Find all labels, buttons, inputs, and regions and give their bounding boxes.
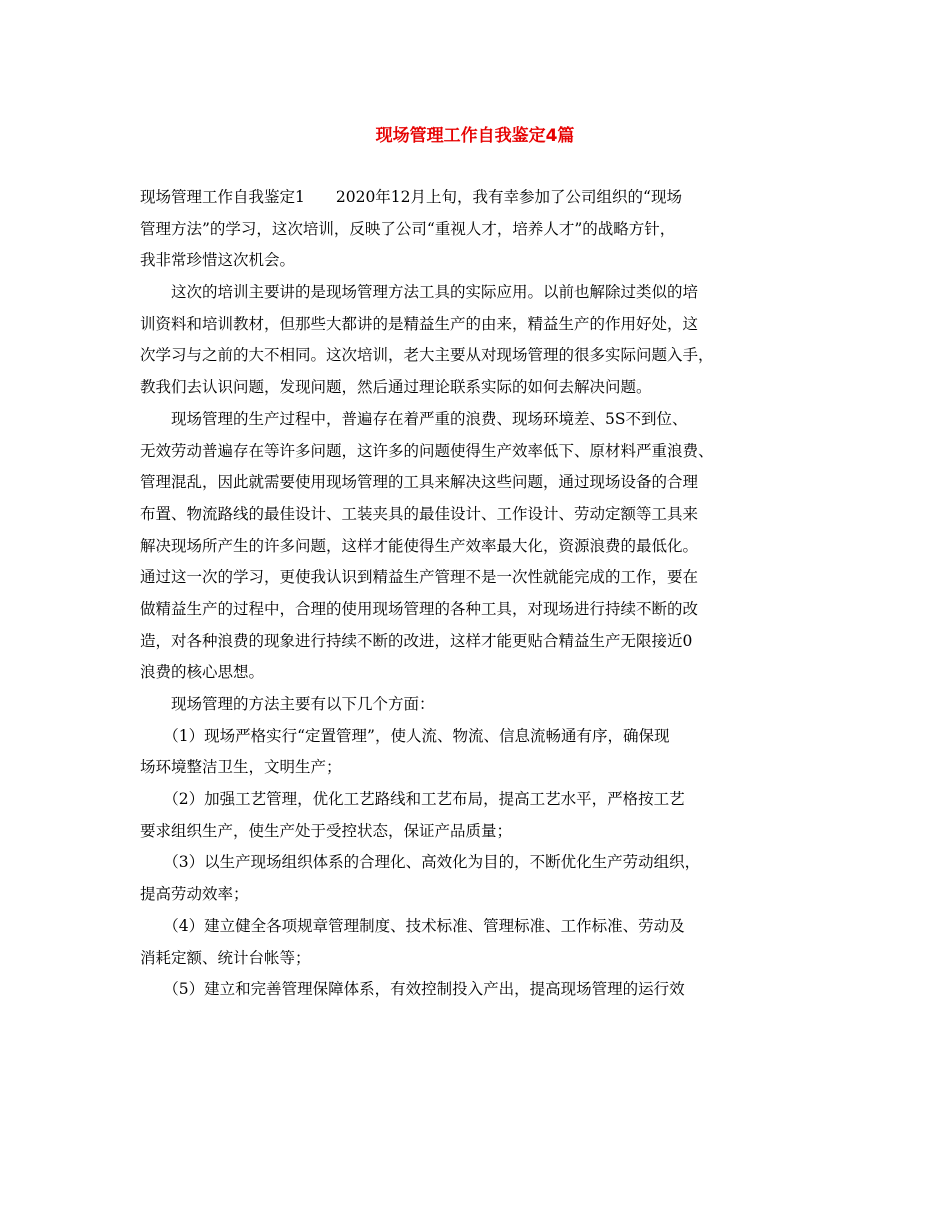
body-line: 提高劳动效率； — [140, 885, 249, 904]
body-line: 教我们去认识问题，发现问题，然后通过理论联系实际的如何去解决问题。 — [140, 378, 652, 397]
body-line: 场环境整洁卫生，文明生产； — [140, 758, 342, 777]
body-line: 浪费的核心思想。 — [140, 663, 265, 682]
body-line: 消耗定额、统计台帐等； — [140, 948, 311, 967]
body-line: （4）建立健全各项规章管理制度、技术标准、管理标准、工作标准、劳动及 — [140, 916, 685, 935]
body-line: （5）建立和完善管理保障体系，有效控制投入产出，提高现场管理的运行效 — [140, 980, 685, 999]
body-line: 次学习与之前的大不相同。这次培训，老大主要从对现场管理的很多实际问题入手， — [140, 346, 714, 365]
body-line: （3）以生产现场组织体系的合理化、高效化为目的，不断优化生产劳动组织， — [140, 853, 701, 872]
document-title: 现场管理工作自我鉴定4篇 — [375, 126, 575, 146]
body-line: 解决现场所产生的许多问题，这样才能使得生产效率最大化，资源浪费的最低化。 — [140, 536, 699, 555]
body-line: （2）加强工艺管理，优化工艺路线和工艺布局，提高工艺水平，严格按工艺 — [140, 790, 685, 809]
body-line: 布置、物流路线的最佳设计、工装夹具的最佳设计、工作设计、劳动定额等工具来 — [140, 504, 699, 523]
body-line: 管理方法”的学习，这次培训，反映了公司“重视人才，培养人才”的战略方针， — [140, 219, 676, 238]
body-line: 我非常珍惜这次机会。 — [140, 251, 296, 270]
body-line: 无效劳动普遍存在等许多问题，这许多的问题使得生产效率低下、原材料严重浪费、 — [140, 441, 714, 460]
body-line: 训资料和培训教材，但那些大都讲的是精益生产的由来，精益生产的作用好处，这 — [140, 314, 699, 333]
document-body — [140, 182, 820, 1006]
body-line: 做精益生产的过程中，合理的使用现场管理的各种工具，对现场进行持续不断的改 — [140, 599, 699, 618]
body-line: 现场管理的方法主要有以下几个方面： — [140, 695, 435, 713]
body-line: 现场管理工作自我鉴定1 2020年12月上旬，我有幸参加了公司组织的“现场 — [140, 188, 682, 206]
body-line: 管理混乱，因此就需要使用现场管理的工具来解决这些问题，通过现场设备的合理 — [140, 473, 699, 492]
body-line: 通过这一次的学习，更使我认识到精益生产管理不是一次性就能完成的工作，要在 — [140, 568, 699, 587]
body-line: 造，对各种浪费的现象进行持续不断的改进，这样才能更贴合精益生产无限接近0 — [140, 631, 693, 650]
body-line: 这次的培训主要讲的是现场管理方法工具的实际应用。以前也解除过类似的培 — [140, 283, 699, 302]
body-line: 要求组织生产，使生产处于受控状态，保证产品质量； — [140, 821, 513, 840]
body-line: （1）现场严格实行“定置管理”，使人流、物流、信息流畅通有序，确保现 — [140, 726, 670, 745]
body-line: 现场管理的生产过程中，普遍存在着严重的浪费、现场环境差、5S不到位、 — [140, 409, 688, 428]
